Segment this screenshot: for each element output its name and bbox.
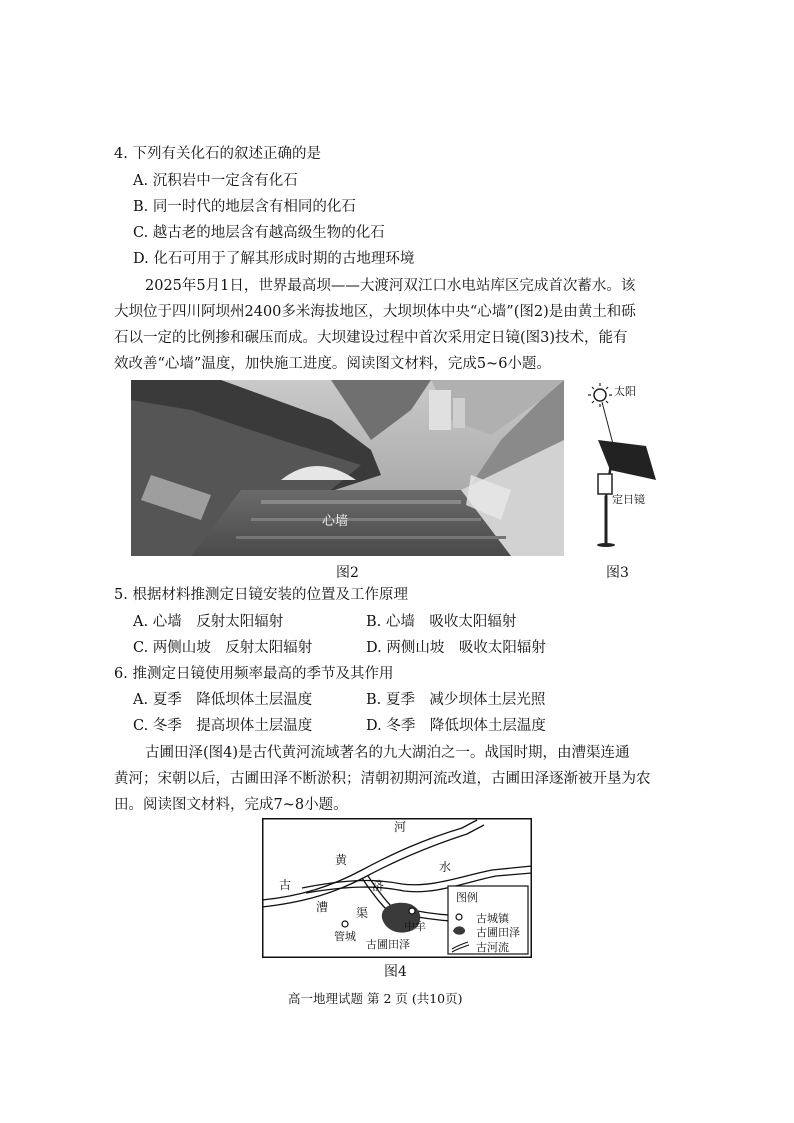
question-4-option-d: D. 化石可用于了解其形成时期的古地理环境 [133, 251, 415, 267]
page-footer: 高一地理试题 第 2 页 (共10页) [288, 991, 463, 1006]
question-5-option-a: A. 心墙 反射太阳辐射 [133, 614, 284, 630]
question-6-option-c: C. 冬季 提高坝体土层温度 [133, 718, 313, 734]
passage-2-line-3: 田。阅读图文材料，完成7~8小题。 [114, 797, 348, 813]
map-label-gu: 古 [279, 878, 292, 892]
legend-title: 图例 [456, 891, 478, 904]
passage-1-line-4: 效改善“心墙”温度，加快施工进度。阅读图文材料，完成5~6小题。 [114, 356, 551, 372]
legend-town-icon [456, 914, 462, 920]
legend-item-town: 古城镇 [476, 912, 509, 925]
question-5-option-b: B. 心墙 吸收太阳辐射 [366, 614, 517, 630]
figure-2-dam-photo [131, 380, 564, 556]
figure-4-map [262, 818, 532, 958]
question-4-stem: 4. 下列有关化石的叙述正确的是 [114, 146, 321, 162]
figure-3-heliostat [580, 378, 690, 558]
question-6-stem: 6. 推测定日镜使用频率最高的季节及其作用 [114, 666, 394, 682]
map-label-he: 河 [394, 820, 407, 834]
passage-2-line-2: 黄河；宋朝以后，古圃田泽不断淤积；清朝初期河流改道，古圃田泽逐渐被开垦为农 [114, 771, 651, 787]
question-4-option-a: A. 沉积岩中一定含有化石 [133, 173, 298, 189]
heliostat-icon [580, 378, 690, 558]
question-5-option-c: C. 两侧山坡 反射太阳辐射 [133, 640, 313, 656]
passage-1-line-3: 石以一定的比例掺和碾压而成。大坝建设过程中首次采用定日镜(图3)技术，能有 [114, 330, 628, 346]
question-6-option-a: A. 夏季 降低坝体土层温度 [133, 692, 313, 708]
map-label-qu: 渠 [356, 906, 369, 920]
town-guancheng-marker [342, 921, 348, 927]
legend-item-river: 古河流 [476, 941, 509, 954]
legend-item-lake: 古圃田泽 [476, 926, 520, 939]
passage-1-line-1: 2025年5月1日，世界最高坝——大渡河双江口水电站库区完成首次蓄水。该 [145, 278, 636, 294]
question-4-option-b: B. 同一时代的地层含有相同的化石 [133, 199, 356, 215]
question-5-option-d: D. 两侧山坡 吸收太阳辐射 [366, 640, 546, 656]
figure-4-caption: 图4 [384, 964, 407, 980]
figure-3-caption: 图3 [606, 565, 629, 581]
map-label-guancheng: 管城 [334, 930, 356, 943]
question-6-option-b: B. 夏季 减少坝体土层光照 [366, 692, 546, 708]
question-6-option-d: D. 冬季 降低坝体土层温度 [366, 718, 546, 734]
map-label-ji: 济 [372, 879, 385, 893]
map-label-cao: 漕 [316, 900, 329, 914]
map-label-zhongmou: 中牟 [404, 920, 426, 933]
question-4-option-c: C. 越古老的地层含有越高级生物的化石 [133, 225, 385, 241]
passage-1-line-2: 大坝位于四川阿坝州2400多米海拔地区，大坝坝体中央“心墙”(图2)是由黄土和砾 [114, 304, 636, 320]
passage-2-line-1: 古圃田泽(图4)是古代黄河流域著名的九大湖泊之一。战国时期，由漕渠连通 [145, 745, 630, 761]
figure-3-sun-label: 太阳 [614, 385, 636, 398]
map-label-huang: 黄 [335, 853, 348, 867]
town-zhongmou-marker [409, 908, 415, 914]
figure-3-mirror-label: 定日镜 [612, 493, 645, 506]
map-label-lake: 古圃田泽 [366, 938, 410, 951]
figure-2-caption: 图2 [336, 565, 359, 581]
map-label-shui: 水 [439, 860, 452, 874]
question-5-stem: 5. 根据材料推测定日镜安装的位置及工作原理 [114, 587, 408, 603]
figure-2-core-wall-label: 心墙 [322, 514, 349, 529]
